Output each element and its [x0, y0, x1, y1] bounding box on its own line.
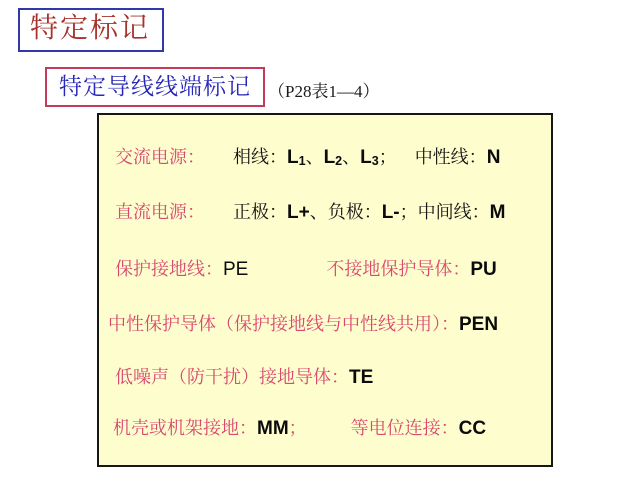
marking-code: 3 [371, 154, 379, 168]
term-label: 中性保护导体（保护接地线与中性线共用）： [108, 314, 459, 334]
spacer [205, 217, 233, 218]
wire-marking-row [108, 312, 498, 337]
section-title: 特定导线线端标记 [59, 74, 251, 99]
marking-code: PU [470, 259, 497, 280]
marking-code: MM [257, 418, 289, 439]
marking-code: M [489, 202, 506, 223]
marking-code: L [360, 147, 372, 168]
marking-code: L [323, 147, 336, 168]
marking-code: L [287, 147, 299, 168]
page-title-box [18, 8, 164, 52]
marking-code: PEN [459, 314, 499, 335]
marking-code: 2 [335, 154, 343, 168]
marking-code: PE [223, 259, 249, 280]
wire-marking-row [115, 365, 373, 390]
term-label: 交流电源： [115, 147, 205, 167]
term-label: ； [288, 418, 307, 438]
term-text: ； [378, 147, 397, 167]
section-title-box [45, 67, 265, 107]
page-title: 特定标记 [30, 13, 151, 44]
spacer [205, 162, 233, 163]
term-label: 不接地保护导体： [326, 259, 471, 279]
spacer [307, 433, 351, 434]
wire-marking-row [115, 257, 497, 282]
wire-marking-row [115, 145, 500, 171]
term-text: ；中间线： [399, 202, 490, 222]
term-text: 相线： [233, 147, 287, 167]
term-label: 保护接地线： [115, 259, 223, 279]
marking-panel [97, 113, 553, 467]
marking-code: L+ [287, 202, 310, 223]
term-label: 等电位连接： [350, 418, 459, 438]
term-label: 机壳或机架接地： [113, 418, 257, 438]
term-label: 低噪声（防干扰）接地导体： [115, 367, 349, 387]
marking-code: TE [349, 367, 374, 388]
term-text: 、 [309, 202, 328, 222]
term-text: 负极： [327, 202, 382, 222]
marking-code: L- [381, 202, 400, 223]
term-label: 直流电源： [115, 202, 205, 222]
marking-code: N [486, 147, 501, 168]
reference-note: （P28表1—4） [268, 82, 380, 101]
spacer [248, 274, 326, 275]
wire-marking-row [115, 200, 505, 225]
spacer [397, 162, 415, 163]
term-text: 、 [342, 147, 361, 167]
marking-code: CC [458, 418, 487, 439]
term-text: 中性线： [414, 147, 487, 167]
term-text: 、 [305, 147, 324, 167]
term-text: 正极： [233, 202, 287, 222]
marking-code: 1 [298, 154, 306, 168]
wire-marking-row [113, 416, 486, 441]
